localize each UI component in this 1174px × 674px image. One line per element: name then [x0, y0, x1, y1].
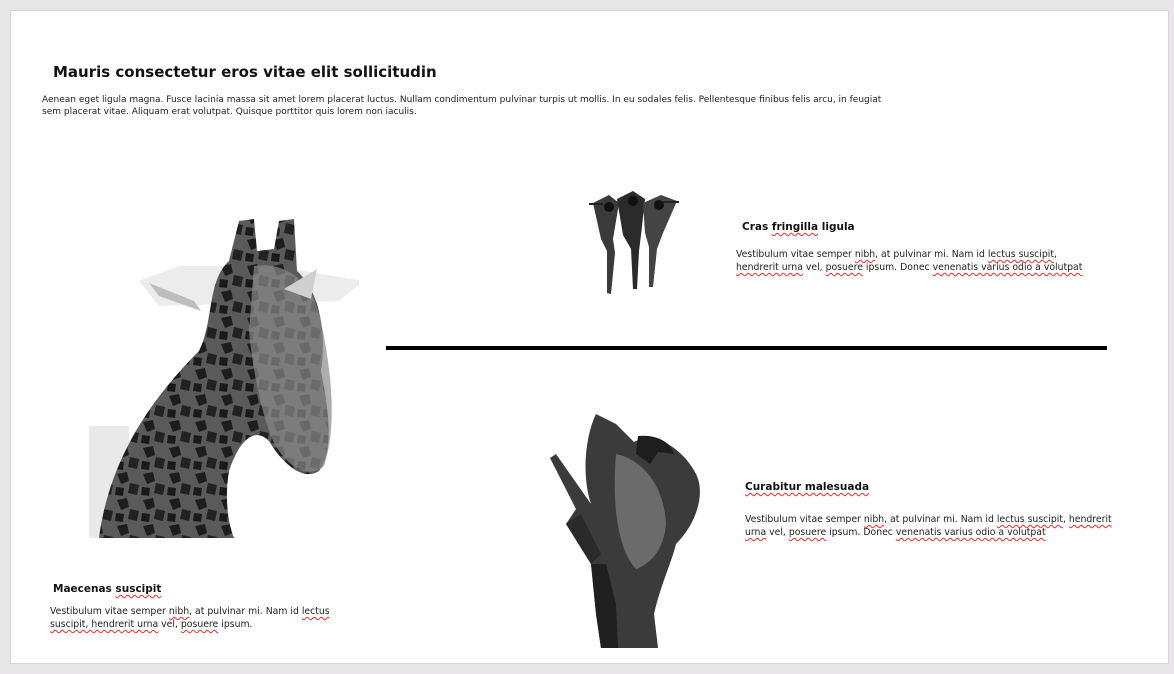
text-run: vel,: [158, 619, 181, 630]
top-right-heading-pre: Cras: [742, 221, 772, 233]
misspelled-word: hendrerit urna: [736, 262, 803, 273]
misspelled-word: posuere: [825, 262, 863, 273]
slide-title[interactable]: Mauris consectetur eros vitae elit sollicitudin: [53, 63, 437, 81]
top-right-heading-spell: fringilla: [771, 221, 819, 233]
misspelled-word: venenatis varius odio a volutpat: [895, 527, 1046, 538]
misspelled-word: suscipit, hendrerit urna: [50, 619, 159, 630]
divider-line[interactable]: [386, 346, 1107, 350]
text-run: , at pulvinar mi. Nam id: [189, 606, 302, 617]
text-run: vel,: [766, 527, 789, 538]
bottom-right-body[interactable]: [745, 513, 1115, 539]
misspelled-word: lectus: [301, 606, 330, 617]
text-run: ,: [1053, 249, 1057, 260]
misspelled-word: posuere: [788, 527, 827, 538]
birds-image[interactable]: [589, 189, 681, 301]
bottom-left-heading-pre: Maecenas: [53, 583, 116, 595]
misspelled-word: nibh: [854, 249, 876, 260]
vulture-image[interactable]: [546, 414, 706, 648]
top-right-body[interactable]: [736, 248, 1086, 274]
bottom-left-heading-spell: suscipit: [115, 583, 162, 595]
text-run: ,: [1062, 514, 1069, 525]
text-run: , at pulvinar mi. Nam id: [884, 514, 997, 525]
text-run: vel,: [802, 262, 826, 273]
misspelled-word: lectus suscipit: [987, 249, 1054, 260]
top-right-heading-post: ligula: [818, 221, 855, 233]
text-run: ipsum. Donec: [862, 262, 933, 273]
bottom-left-body[interactable]: [50, 605, 340, 631]
misspelled-word: venenatis varius odio a volutpat: [932, 262, 1083, 273]
text-run: ipsum. Donec: [826, 527, 896, 538]
bottom-right-heading[interactable]: Curabitur malesuada: [745, 481, 870, 493]
giraffe-image[interactable]: [89, 211, 359, 541]
text-run: Vestibulum vitae semper: [736, 249, 855, 260]
text-run: ipsum.: [218, 619, 253, 630]
misspelled-word: nibh: [863, 514, 885, 525]
bottom-left-heading[interactable]: [53, 583, 161, 595]
misspelled-word: posuere: [180, 619, 219, 630]
text-run: Vestibulum vitae semper: [745, 514, 864, 525]
text-run: , at pulvinar mi. Nam id: [875, 249, 988, 260]
intro-paragraph[interactable]: Aenean eget ligula magna. Fusce lacinia massa sit amet lorem placerat luctus. Nullam condimentum pulvinar turpis ut mollis. In eu sodales felis. Pellentesque finibus felis arcu, in feugiat sem placerat vitae. Aliquam erat volutpat. Quisque porttitor quis lorem non iaculis.: [42, 95, 882, 117]
text-run: Vestibulum vitae semper: [50, 606, 169, 617]
slide: [10, 10, 1169, 664]
misspelled-word: lectus suscipit: [996, 514, 1063, 525]
top-right-heading[interactable]: [742, 221, 855, 233]
misspelled-word: hendrerit urna: [745, 514, 1112, 538]
misspelled-word: nibh: [168, 606, 190, 617]
